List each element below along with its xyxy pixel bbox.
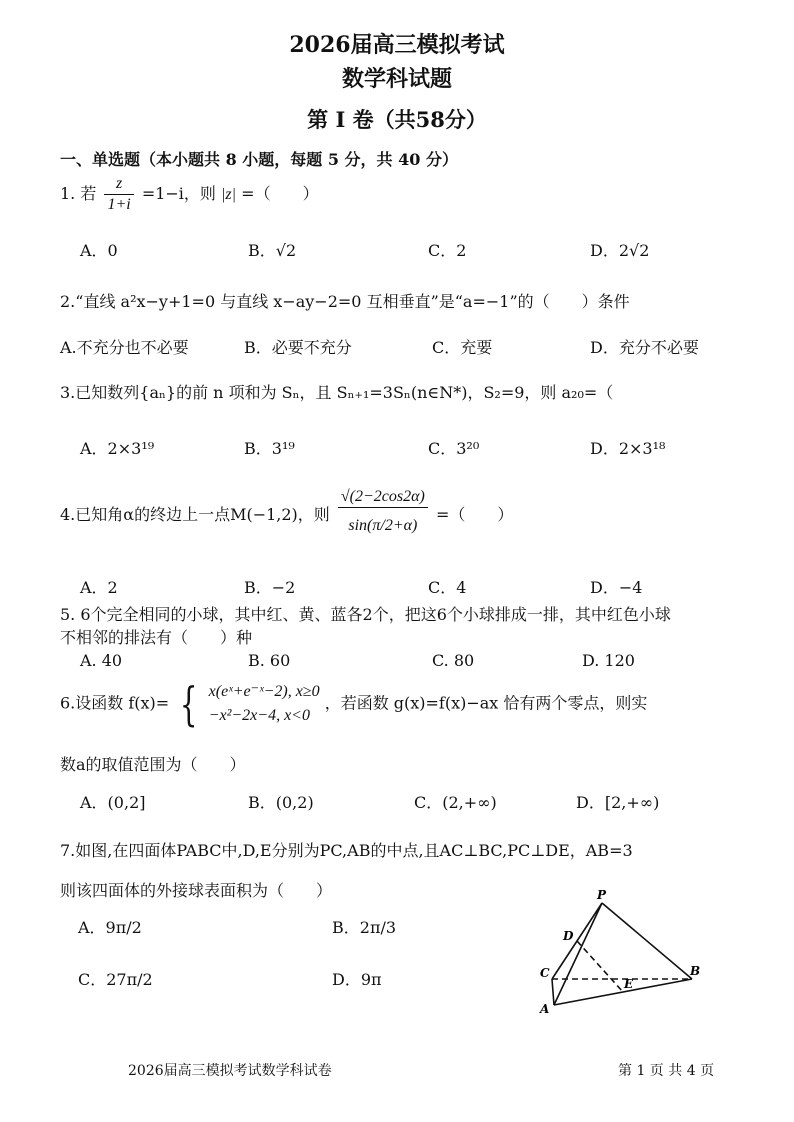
question-2: 2.“直线 a²x−y+1=0 与直线 x−ay−2=0 互相垂直”是“a=−1”的（ ）条件 <box>60 292 630 311</box>
q4-fraction <box>338 487 428 544</box>
q6-pre: 6.设函数 f(x)= <box>60 693 170 713</box>
q1-frac-num: z <box>104 174 133 195</box>
q4-option-b: B．−2 <box>244 578 296 597</box>
q3-option-b: B．3¹⁹ <box>244 439 295 458</box>
edge-pb <box>602 903 692 979</box>
q1-mid: =1−i，则 <box>141 184 216 203</box>
q4-frac-num: √(2−2cos2α) <box>338 487 428 508</box>
q6-case-1: x(eˣ+e⁻ˣ−2), x≥0 <box>208 683 320 700</box>
q7-option-b: B．2π/3 <box>332 918 397 937</box>
label-b: B <box>690 964 701 978</box>
edge-ab <box>554 979 692 1005</box>
q6-case-2: −x²−2x−4, x<0 <box>208 707 310 724</box>
section-heading: 一、单选题（本小题共 8 小题，每题 5 分，共 40 分） <box>60 150 458 169</box>
q4-pre: 4.已知角α的终边上一点M(−1,2)，则 <box>60 505 330 524</box>
q6-option-d: D．[2,+∞) <box>576 793 660 812</box>
q1-pre: 若 <box>80 184 97 203</box>
q4-option-a: A．2 <box>80 578 118 597</box>
q1-option-b: B．√2 <box>248 241 297 260</box>
q7-option-a: A．9π/2 <box>78 918 142 937</box>
question-7-line2: 则该四面体的外接球表面积为（ ） <box>60 881 333 900</box>
page-number: 第 1 页 共 4 页 <box>618 1063 715 1079</box>
q1-abs: |z| <box>221 186 237 203</box>
q5-option-d: D. 120 <box>582 651 635 670</box>
q4-option-d: D．−4 <box>590 578 643 597</box>
label-a: A <box>540 1002 550 1016</box>
q1-option-d: D．2√2 <box>590 241 650 260</box>
question-5-line2: 不相邻的排法有（ ）种 <box>60 628 253 647</box>
question-3: 3.已知数列{aₙ}的前 n 项和为 Sₙ，且 Sₙ₊₁=3Sₙ(n∈N*)，S₂=9，则 a₂₀=（ <box>60 383 614 402</box>
q1-option-a: A．0 <box>80 241 118 260</box>
question-5-line1: 5. 6个完全相同的小球，其中红、黄、蓝各2个，把这6个小球排成一排，其中红色小球 <box>60 605 671 624</box>
q2-option-c: C．充要 <box>432 338 493 357</box>
q2-option-d: D．充分不必要 <box>590 338 699 357</box>
q5-option-c: C. 80 <box>432 651 475 670</box>
question-4 <box>60 487 513 544</box>
question-7-line1: 7.如图,在四面体PABC中,D,E分别为PC,AB的中点,且AC⊥BC,PC⊥DE，AB=3 <box>60 841 633 860</box>
tetrahedron-figure <box>530 885 720 1020</box>
q7-option-c: C．27π/2 <box>78 970 153 989</box>
q6-option-c: C．(2,+∞) <box>414 793 497 812</box>
part-title: 第 I 卷（共58分） <box>307 107 487 132</box>
q6-post: ，若函数 g(x)=f(x)−ax 恰有两个零点，则实 <box>324 693 648 713</box>
q5-option-a: A. 40 <box>80 651 123 670</box>
q1-fraction <box>104 174 133 215</box>
q6-cases <box>209 680 320 728</box>
q1-frac-den: 1+i <box>107 196 131 213</box>
question-6 <box>60 677 648 731</box>
q1-option-c: C．2 <box>428 241 467 260</box>
label-p: P <box>597 888 607 902</box>
q6-brace: { <box>180 677 198 731</box>
exam-title: 2026届高三模拟考试 <box>289 32 505 58</box>
question-1 <box>60 174 319 215</box>
q2-option-a: A.不充分也不必要 <box>60 338 189 357</box>
q2-option-b: B．必要不充分 <box>244 338 352 357</box>
segment-de <box>577 941 623 992</box>
q6-option-b: B．(0,2) <box>248 793 314 812</box>
label-e: E <box>624 977 634 991</box>
q3-option-d: D．2×3¹⁸ <box>590 439 666 458</box>
subject-title: 数学科试题 <box>341 66 452 92</box>
q4-frac-den: sin(π/2+α) <box>348 517 418 534</box>
q4-post: =（ ） <box>435 505 514 524</box>
q5-option-b: B. 60 <box>248 651 291 670</box>
footer-title: 2026届高三模拟考试数学科试卷 <box>128 1063 332 1079</box>
q6-option-a: A．(0,2] <box>80 793 146 812</box>
q7-option-d: D．9π <box>332 970 382 989</box>
label-d: D <box>563 929 574 943</box>
label-c: C <box>540 966 550 980</box>
q4-option-c: C．4 <box>428 578 467 597</box>
question-6-line2: 数a的取值范围为（ ） <box>60 755 246 774</box>
q1-number: 1. <box>60 184 76 203</box>
edge-ac <box>552 979 554 1005</box>
q3-option-a: A．2×3¹⁹ <box>80 439 155 458</box>
q3-option-c: C．3²⁰ <box>428 439 480 458</box>
edge-pa <box>554 903 602 1005</box>
q1-post: =（ ） <box>241 184 319 203</box>
